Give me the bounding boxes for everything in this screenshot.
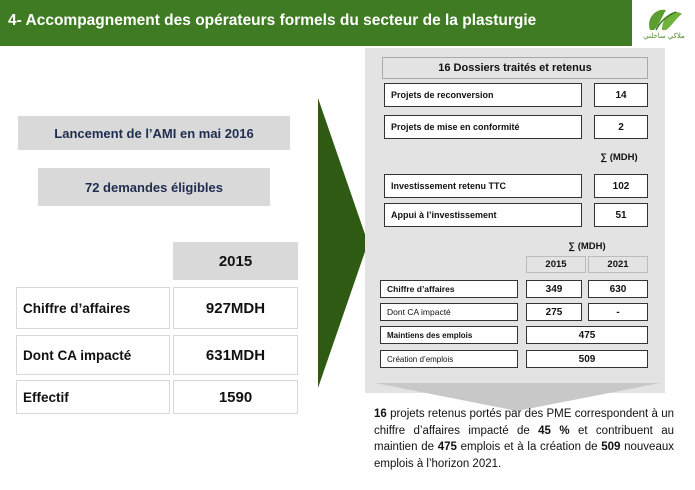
summary-projects-count: 16 (374, 408, 387, 420)
projects-reconversion-value: 14 (594, 83, 648, 107)
jobs-maintained-label: Maintiens des emplois (380, 326, 518, 344)
summary-maintained-jobs: 475 (437, 441, 457, 453)
ca-label: Chiffre d’affaires (380, 280, 518, 298)
logo-caption: ملاكي ساخلني (643, 33, 685, 40)
summary-percentage: 45 % (538, 424, 570, 437)
projects-conformite-label: Projets de mise en conformité (384, 115, 582, 139)
sum-mdh-label: ∑ (MDH) (600, 151, 638, 163)
row-label-ca-impacte: Dont CA impacté (16, 335, 170, 375)
page-title: 4- Accompagnement des opérateurs formels du secteur de la plasturgie (8, 12, 537, 29)
ca-impact-label: Dont CA impacté (380, 303, 518, 321)
row-label-effectif: Effectif (16, 380, 170, 414)
eligible-requests-box: 72 demandes éligibles (38, 168, 270, 206)
year-2015-header: 2015 (526, 256, 586, 273)
summary-text-1: projets retenus portés par des PME correspondent à un chiffre d’affaires impacté de (374, 408, 674, 437)
summary-created-jobs: 509 (601, 441, 621, 453)
sum-mdh-label-2: ∑ (MDH) (568, 240, 606, 252)
row-value-effectif: 1590 (173, 380, 298, 414)
row-label-chiffre-affaires: Chiffre d’affaires (16, 287, 170, 329)
support-label: Appui à l’investissement (384, 203, 582, 227)
year-header-2015: 2015 (173, 242, 298, 280)
support-value: 51 (594, 203, 648, 227)
jobs-maintained-value: 475 (526, 326, 648, 344)
ca-impact-2015-value: 275 (526, 303, 582, 321)
year-2021-header: 2021 (588, 256, 648, 273)
projects-conformite-value: 2 (594, 115, 648, 139)
projects-reconversion-label: Projets de reconversion (384, 83, 582, 107)
summary-text-4: nouveaux emplois à l’horizon 2021. (374, 441, 674, 470)
row-value-ca-impacte: 631MDH (173, 335, 298, 375)
ca-2015-value: 349 (526, 280, 582, 298)
ca-impact-2021-value: - (588, 303, 648, 321)
ca-2021-value: 630 (588, 280, 648, 298)
investment-value: 102 (594, 174, 648, 198)
dossiers-title: 16 Dossiers traités et retenus (382, 57, 648, 79)
jobs-created-label: Création d’emplois (380, 350, 518, 368)
row-value-chiffre-affaires: 927MDH (173, 287, 298, 329)
ami-launch-box: Lancement de l’AMI en mai 2016 (18, 116, 290, 150)
jobs-created-value: 509 (526, 350, 648, 368)
investment-label: Investissement retenu TTC (384, 174, 582, 198)
summary-text-2: et contribuent au maintien de (374, 424, 674, 453)
summary-paragraph (374, 406, 674, 472)
summary-text-3: emplois et à la création de (456, 441, 602, 453)
right-arrow-icon (318, 98, 368, 388)
